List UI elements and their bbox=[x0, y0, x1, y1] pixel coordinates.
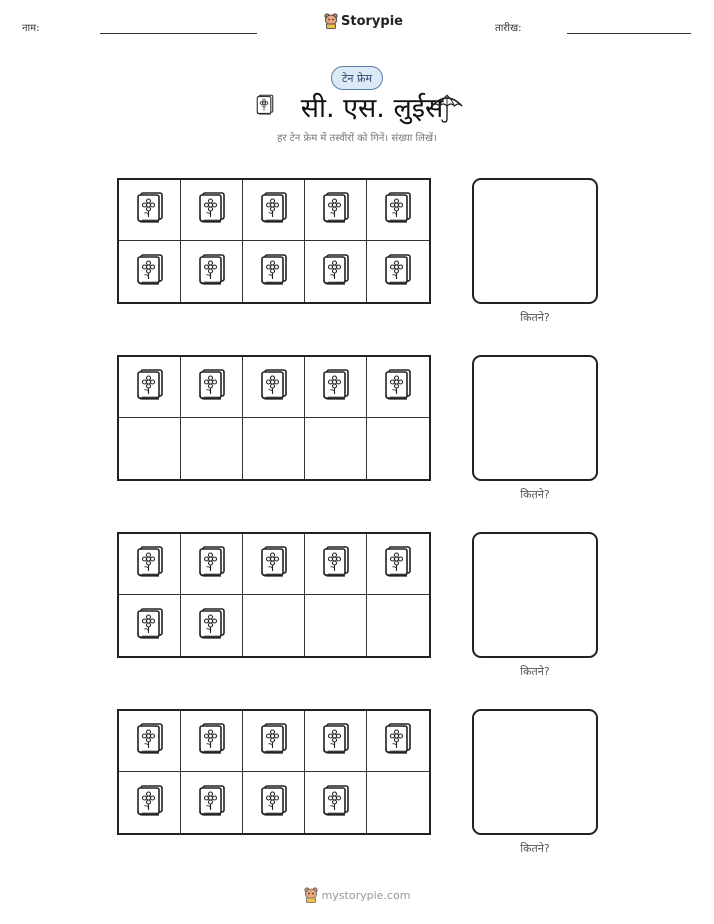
ten-frame-cell bbox=[367, 534, 429, 595]
flower-book-icon bbox=[321, 784, 351, 822]
date-label: तारीख: bbox=[495, 23, 522, 34]
answer-label: कितने? bbox=[520, 488, 550, 501]
ten-frame-cell bbox=[367, 180, 429, 241]
flower-book-icon bbox=[321, 368, 351, 406]
answer-box[interactable] bbox=[472, 355, 598, 481]
flower-book-icon bbox=[383, 368, 413, 406]
ten-frame-cell bbox=[181, 711, 243, 772]
flower-book-icon bbox=[197, 545, 227, 583]
flower-book-icon bbox=[197, 253, 227, 291]
name-line[interactable] bbox=[100, 33, 257, 34]
instructions: हर टेन फ्रेम में तस्वीरों को गिनें। संख्या लिखें। bbox=[277, 133, 437, 144]
ten-frame-cell bbox=[119, 711, 181, 772]
ten-frame-cell bbox=[181, 418, 243, 479]
answer-label: कितने? bbox=[520, 842, 550, 855]
ten-frame-cell bbox=[181, 772, 243, 833]
ten-frame-cell bbox=[367, 595, 429, 656]
flower-book-icon bbox=[259, 722, 289, 760]
page-title: सी. एस. लुईस bbox=[300, 93, 444, 124]
flower-book-icon bbox=[383, 253, 413, 291]
ten-frame-cell bbox=[181, 180, 243, 241]
ten-frame-cell bbox=[243, 534, 305, 595]
ten-frame-cell bbox=[367, 241, 429, 302]
ten-frame-cell bbox=[305, 711, 367, 772]
ten-frame-cell bbox=[119, 772, 181, 833]
ten-frame-cell bbox=[243, 595, 305, 656]
ten-frame-cell bbox=[305, 772, 367, 833]
ten-frame-cell bbox=[305, 418, 367, 479]
ten-frame-cell bbox=[181, 357, 243, 418]
flower-book-icon bbox=[135, 722, 165, 760]
answer-box[interactable] bbox=[472, 178, 598, 304]
ten-frame-cell bbox=[305, 241, 367, 302]
ten-frame bbox=[117, 532, 431, 658]
flower-book-icon bbox=[135, 368, 165, 406]
storypie-mascot-icon bbox=[324, 13, 338, 29]
ten-frame-cell bbox=[243, 418, 305, 479]
ten-frame-cell bbox=[367, 357, 429, 418]
ten-frame-cell bbox=[305, 534, 367, 595]
flower-book-icon bbox=[135, 784, 165, 822]
ten-frame-cell bbox=[119, 241, 181, 302]
ten-frame-cell bbox=[181, 241, 243, 302]
flower-book-icon bbox=[135, 191, 165, 229]
flower-book-icon bbox=[255, 94, 275, 116]
flower-book-icon bbox=[197, 368, 227, 406]
ten-frame-cell bbox=[243, 241, 305, 302]
ten-frame bbox=[117, 355, 431, 481]
ten-frame-cell bbox=[305, 595, 367, 656]
ten-frame-cell bbox=[181, 595, 243, 656]
answer-box[interactable] bbox=[472, 532, 598, 658]
ten-frame-cell bbox=[367, 711, 429, 772]
ten-frame-cell bbox=[243, 180, 305, 241]
ten-frame-cell bbox=[119, 418, 181, 479]
ten-frame-cell bbox=[119, 534, 181, 595]
ten-frame-cell bbox=[367, 772, 429, 833]
flower-book-icon bbox=[197, 784, 227, 822]
flower-book-icon bbox=[135, 253, 165, 291]
flower-book-icon bbox=[259, 191, 289, 229]
ten-frame-cell bbox=[367, 418, 429, 479]
flower-book-icon bbox=[259, 368, 289, 406]
name-label: नाम: bbox=[22, 23, 40, 34]
flower-book-icon bbox=[383, 722, 413, 760]
ten-frame bbox=[117, 709, 431, 835]
ten-frame-cell bbox=[119, 595, 181, 656]
flower-book-icon bbox=[197, 191, 227, 229]
ten-frame-cell bbox=[243, 772, 305, 833]
brand-name: Storypie bbox=[341, 13, 403, 29]
flower-book-icon bbox=[259, 545, 289, 583]
footer bbox=[0, 887, 714, 903]
answer-label: कितने? bbox=[520, 311, 550, 324]
flower-book-icon bbox=[259, 253, 289, 291]
worksheet-type-badge: टेन फ्रेम bbox=[331, 66, 383, 90]
flower-book-icon bbox=[259, 784, 289, 822]
ten-frame-cell bbox=[243, 357, 305, 418]
flower-book-icon bbox=[197, 722, 227, 760]
answer-label: कितने? bbox=[520, 665, 550, 678]
flower-book-icon bbox=[321, 253, 351, 291]
ten-frame-cell bbox=[305, 357, 367, 418]
flower-book-icon bbox=[321, 722, 351, 760]
ten-frame-cell bbox=[119, 180, 181, 241]
footer-url[interactable]: mystorypie.com bbox=[321, 888, 411, 902]
ten-frame-cell bbox=[243, 711, 305, 772]
flower-book-icon bbox=[321, 191, 351, 229]
storypie-mascot-icon bbox=[304, 887, 318, 903]
umbrella-icon bbox=[430, 92, 464, 124]
flower-book-icon bbox=[383, 191, 413, 229]
ten-frame-cell bbox=[305, 180, 367, 241]
brand-logo bbox=[324, 13, 403, 29]
flower-book-icon bbox=[135, 607, 165, 645]
ten-frame bbox=[117, 178, 431, 304]
flower-book-icon bbox=[135, 545, 165, 583]
flower-book-icon bbox=[197, 607, 227, 645]
flower-book-icon bbox=[383, 545, 413, 583]
flower-book-icon bbox=[321, 545, 351, 583]
ten-frame-cell bbox=[119, 357, 181, 418]
date-line[interactable] bbox=[567, 33, 691, 34]
answer-box[interactable] bbox=[472, 709, 598, 835]
ten-frame-cell bbox=[181, 534, 243, 595]
